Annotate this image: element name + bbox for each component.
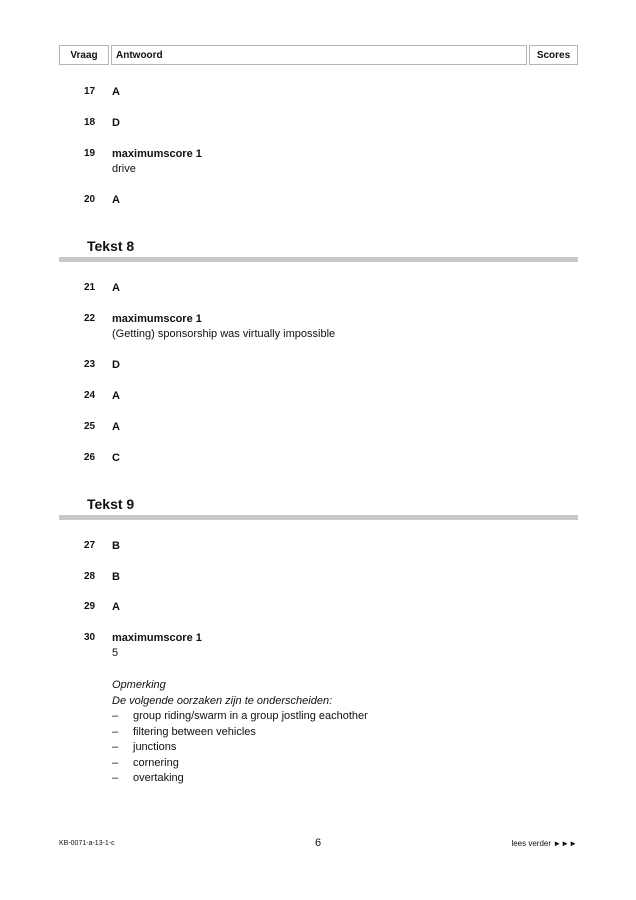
answer-text: A	[112, 194, 120, 206]
list-item	[112, 725, 368, 741]
question-number: 30	[84, 632, 96, 643]
question-number: 18	[84, 117, 96, 128]
answer-text: B	[112, 571, 120, 583]
question-number: 21	[84, 282, 96, 293]
dash-bullet: –	[112, 710, 119, 722]
section-divider	[59, 257, 578, 262]
answer-text: B	[112, 540, 120, 552]
question-number: 22	[84, 313, 96, 324]
table-header	[59, 45, 578, 67]
answer-detail: drive	[112, 163, 136, 175]
answer-text: D	[112, 117, 120, 129]
question-number: 26	[84, 452, 96, 463]
answer-text: maximumscore 1	[112, 632, 202, 644]
question-number: 17	[84, 86, 96, 97]
answer-text: A	[112, 282, 120, 294]
page-number: 6	[314, 837, 322, 849]
answer-text: A	[112, 86, 120, 98]
header-vraag: Vraag	[59, 45, 109, 65]
continue-label: lees verder ►►►	[511, 839, 577, 848]
question-number: 28	[84, 571, 96, 582]
list-item	[112, 740, 368, 756]
section-divider	[59, 515, 578, 520]
answer-detail: (Getting) sponsorship was virtually impossible	[112, 328, 336, 340]
list-item-text: group riding/swarm in a group jostling eachother	[133, 710, 368, 722]
list-item-text: cornering	[133, 756, 179, 769]
list-item	[112, 756, 368, 772]
remark-list	[112, 709, 368, 787]
answer-text: D	[112, 359, 120, 371]
dash-bullet: –	[112, 756, 119, 769]
remark-heading: Opmerking	[112, 679, 166, 691]
remark-intro: De volgende oorzaken zijn te onderscheiden:	[112, 694, 333, 707]
answer-text: maximumscore 1	[112, 313, 202, 325]
question-number: 27	[84, 540, 96, 551]
section-title-tekst-8: Tekst 8	[87, 238, 135, 254]
list-item-text: overtaking	[133, 772, 184, 784]
answer-text: maximumscore 1	[112, 148, 202, 160]
header-antwoord: Antwoord	[111, 45, 527, 65]
dash-bullet: –	[112, 725, 119, 738]
header-scores: Scores	[529, 45, 578, 65]
list-item-text: junctions	[133, 741, 177, 753]
answer-text: C	[112, 452, 120, 464]
question-number: 29	[84, 601, 96, 612]
dash-bullet: –	[112, 772, 119, 784]
dash-bullet: –	[112, 741, 119, 753]
remark-block	[112, 678, 368, 787]
answer-text: A	[112, 421, 120, 433]
question-number: 24	[84, 390, 96, 401]
question-number: 23	[84, 359, 96, 370]
list-item-text: filtering between vehicles	[133, 725, 256, 738]
document-code: KB-0071-a-13-1-c	[59, 840, 115, 847]
question-number: 19	[84, 148, 96, 159]
answer-text: A	[112, 390, 120, 402]
list-item	[112, 771, 368, 787]
answer-detail: 5	[112, 647, 119, 659]
section-title-tekst-9: Tekst 9	[87, 496, 135, 512]
answer-text: A	[112, 601, 120, 613]
list-item	[112, 709, 368, 725]
question-number: 20	[84, 194, 96, 205]
question-number: 25	[84, 421, 96, 432]
